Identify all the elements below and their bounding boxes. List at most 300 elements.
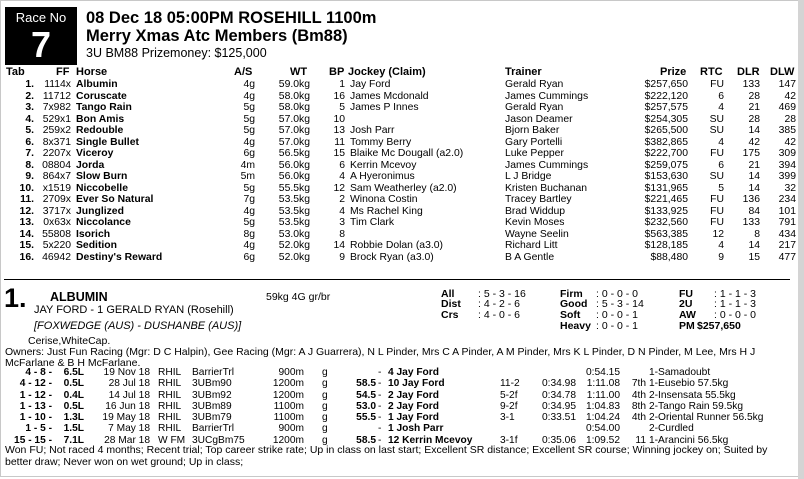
race-time: 1:04.24 [586,412,620,424]
col-trainer: Trainer [505,66,542,78]
settled: 8th [631,400,646,412]
race-date: 14 Jul 18 [108,389,150,401]
weight: 52.0kg [278,240,310,251]
barrier: 16 [333,90,345,102]
tab-number: 16. [19,251,34,263]
race-class-prize: 3U BM88 Prizemoney: $125,000 [86,46,267,60]
barrier: 14 [333,240,345,251]
dlr: 21 [748,159,760,171]
form-figures: 1114x [44,79,71,90]
stat-value: : 1 - 1 - 3 [714,288,757,300]
race-label: Race No [15,10,67,25]
sep: - [378,389,382,401]
winner: 1-Samadoubt [649,367,711,378]
track-condition: g [322,400,328,412]
prize: $133,925 [644,205,688,217]
prize: $382,865 [644,136,688,148]
prize: $131,965 [644,182,688,194]
tab-number: 13. [19,217,34,228]
jockey: Kerrin Mcevoy [350,159,417,171]
barrier: 3 [339,217,345,228]
col-dlw: DLW [770,66,795,78]
weight-carried: 58.5 [356,378,376,390]
weight: 57.0kg [278,125,310,136]
tab-number: 5. [25,125,34,136]
margin: 0.4L [63,389,84,401]
race-number: 7 [30,24,52,65]
horse-name: Viceroy [76,148,114,159]
tab-number: 11. [20,194,34,205]
stat-label: Heavy [560,320,591,332]
barrier: 8 [339,228,345,240]
form-line [0,401,800,412]
race-date: 16 Jun 18 [105,400,150,412]
form-lines [0,367,800,446]
settled: 7th [631,378,646,390]
dlw: 217 [778,240,796,251]
table-row [0,183,800,195]
finish-position: 1 - 13 - [19,400,52,412]
stat-label: AW [679,309,696,321]
sep: - [378,412,382,424]
prize: $257,650 [644,79,688,90]
table-row [0,229,800,241]
track-condition: g [322,434,328,446]
dlr: 14 [748,171,760,182]
tab-number: 3. [25,102,34,113]
dlw: 42 [784,136,796,148]
tab-number: 12. [19,205,34,217]
trainer: Kristen Buchanan [505,182,588,194]
dlw: 309 [778,148,796,159]
race-class: 3UBm90 [192,378,232,390]
age-sex: 4g [243,90,255,102]
trainer: James Cummings [505,90,589,102]
form-figures: 08804 [42,159,71,171]
dlr: 133 [742,79,760,90]
horse-name: Ever So Natural [76,194,154,205]
rtc: SU [709,125,724,136]
weight-carried: 58.5 [356,434,376,446]
table-row [0,125,800,137]
dlw: 385 [778,125,796,136]
age-sex: 6g [243,148,255,159]
barrier: 4 [339,171,345,182]
form-figures: 46942 [42,251,71,263]
weight-carried: 55.5 [356,412,376,424]
col-jockey: Jockey (Claim) [348,66,426,78]
barrier: 12 [333,182,345,194]
rtc: 4 [718,136,724,148]
rtc: 6 [718,159,724,171]
rtc: 4 [718,102,724,113]
age-sex: 7g [243,194,255,205]
jockey: Ms Rachel King [350,205,423,217]
table-row [0,79,800,91]
col-prize: Prize [660,66,687,78]
dlw: 101 [778,205,796,217]
trainer: Jason Deamer [505,113,573,125]
form-figures: x1519 [42,182,71,194]
tab-number: 1. [25,79,34,90]
track-condition: g [322,389,328,401]
rtc: FU [710,148,724,159]
dlr: 8 [754,228,760,240]
stat-label: Firm [560,288,583,300]
table-row [0,171,800,183]
horse-name: Coruscate [76,90,127,102]
age-sex: 4m [240,159,255,171]
jockey: Tommy Berry [350,136,412,148]
col-as: A/S [234,66,253,78]
age-sex: 4g [243,205,255,217]
race-class: BarrierTrl [192,423,235,435]
barrier: 6 [339,159,345,171]
settled: 11 [635,434,646,446]
trainer: Gerald Ryan [505,79,564,90]
trainer: Kevin Moses [505,217,565,228]
stat-label: All [441,288,455,300]
barrier-jockey: 2 Jay Ford [388,400,439,412]
finish-position: 1 - 12 - [19,389,52,401]
track: W FM [158,434,186,446]
table-row [0,114,800,126]
dlr: 21 [748,102,760,113]
dlr: 28 [748,90,760,102]
weight-carried: 54.5 [356,389,376,401]
barrier: 11 [334,136,345,148]
barrier: 13 [333,125,345,136]
winner: 1-Eusebio 57.5kg [649,378,729,390]
finish-position: 15 - 15 - [14,434,52,446]
race-time: 0:54.00 [586,423,620,435]
prize: $265,500 [644,125,688,136]
age-sex: 8g [243,228,255,240]
stat-value: : 4 - 0 - 6 [478,309,521,321]
race-time: 0:54.15 [586,367,620,378]
col-bp: BP [329,66,345,78]
weight-carried: 53.0 [356,400,376,412]
race-time: 1:04.83 [586,400,620,412]
age-sex: 5g [243,102,255,113]
form-figures: 2207x [42,148,71,159]
rtc: FU [710,194,724,205]
trainer: Luke Pepper [505,148,564,159]
margin: 1.3L [63,412,84,424]
prize: $88,480 [650,251,688,263]
rtc: FU [710,217,724,228]
barrier: 5 [339,102,345,113]
prize: $153,630 [644,171,688,182]
track-condition: g [322,378,328,390]
trainer: Gary Portelli [505,136,563,148]
race-date: 28 Mar 18 [104,434,150,446]
horse-name: Niccolance [76,217,131,228]
weight: 58.0kg [278,90,310,102]
horse-name: Jorda [76,159,105,171]
price: 3-1f [500,434,518,446]
horse-name: Bon Amis [76,113,125,125]
jockey-trainer: JAY FORD - 1 GERALD RYAN (Rosehill) [34,304,234,316]
age-sex: 5g [243,113,255,125]
jockey: Robbie Dolan (a3.0) [350,240,443,251]
field-table-body [0,79,800,263]
barrier-jockey: 1 Josh Parr [388,423,444,435]
weight: 56.5kg [278,148,310,159]
winner: 1-Arancini 56.5kg [649,434,729,446]
table-row [0,148,800,160]
comment: Won FU; Not raced 4 months; Recent trial; Top career strike rate; Up in class on last start; Excellent SR distance; Excellent SR course; Winning jockey on; Suited by better draw; Never won on wet ground; Up in class; [5,444,768,468]
prize: $232,560 [644,217,688,228]
stat-label: FU [679,288,693,300]
track: RHIL [158,423,182,435]
stat-value: : 4 - 2 - 6 [478,298,521,310]
barrier-jockey: 4 Jay Ford [388,367,439,378]
dlw: 399 [778,171,796,182]
table-row [0,102,800,114]
prize: $221,465 [644,194,688,205]
stat-label: Crs [441,309,459,321]
horse-name: Destiny's Reward [76,251,163,263]
dlr: 175 [742,148,760,159]
dlr: 14 [748,125,760,136]
jockey: A Hyeronimus [350,171,415,182]
form-figures: 529x1 [42,113,71,125]
distance: 1200m [272,378,304,390]
form-figures: 3717x [42,205,71,217]
trainer: James Cummings [505,159,589,171]
table-row [0,160,800,172]
rtc: 12 [712,228,724,240]
dlw: 234 [778,194,796,205]
stat-label: Soft [560,309,581,321]
jockey: Sam Weatherley (a2.0) [350,182,457,194]
track: RHIL [158,367,182,378]
track: RHIL [158,389,182,401]
barrier: 9 [339,251,345,263]
col-rtc: RTC [700,66,723,78]
tab-number: 15. [19,240,34,251]
distance: 900m [278,367,304,378]
col-dlr: DLR [737,66,760,78]
race-date: 28 Jul 18 [108,378,150,390]
table-row [0,137,800,149]
price: 9-2f [500,400,518,412]
stat-label: Dist [441,298,461,310]
sep: - [378,378,382,390]
finish-position: 1 - 10 - [19,412,52,424]
form-line [0,378,800,389]
col-wt: WT [290,66,308,78]
jockey: Winona Costin [350,194,418,205]
age-sex: 4g [243,79,255,90]
field-table-header [0,66,800,79]
prize: $257,575 [644,102,688,113]
dlw: 32 [784,182,796,194]
rtc: 5 [718,182,724,194]
distance: 900m [278,423,304,435]
jockey: Brock Ryan (a3.0) [350,251,434,263]
stat-value: : 0 - 0 - 0 [596,288,639,300]
prize: $128,185 [644,240,688,251]
weight: 53.5kg [278,205,310,217]
jockey: Josh Parr [350,125,395,136]
margin: 6.5L [63,367,84,378]
winner: 2-Oriental Runner 56.5kg [649,412,764,424]
winner: 2-Curdled [649,423,694,435]
form-figures: 11712 [42,90,71,102]
barrier-jockey: 2 Jay Ford [388,389,439,401]
tab-number: 6. [25,136,34,148]
sep: - [378,423,382,435]
weight: 52.0kg [278,251,310,263]
form-line [0,367,800,378]
dlw: 147 [778,79,796,90]
rtc: FU [710,79,724,90]
race-name: Merry Xmas Atc Members (Bm88) [86,27,348,45]
dlw: 434 [778,228,796,240]
weight: 57.0kg [278,136,310,148]
tab-number: 14. [19,228,34,240]
rtc: SU [709,171,724,182]
margin: 0.5L [63,400,84,412]
distance: 1200m [272,434,304,446]
col-horse: Horse [76,66,108,78]
trainer: B A Gentle [505,251,555,263]
form-figures: 259x2 [42,125,71,136]
race-class: 3UCgBm75 [192,434,245,446]
weight: 55.5kg [278,182,310,194]
barrier: 1 [339,79,345,90]
form-figures: 55808 [42,228,71,240]
barrier: 4 [339,205,345,217]
tab-number: 8. [25,159,34,171]
race-class: 3UBm92 [192,389,232,401]
track: RHIL [158,378,182,390]
table-row [0,240,800,252]
distance: 1100m [273,412,304,424]
sectional: 0:35.06 [542,434,576,446]
table-row [0,252,800,264]
horse-name: Sedition [76,240,117,251]
dlr: 14 [748,182,760,194]
stat-value: : 5 - 3 - 16 [478,288,526,300]
form-figures: 8x371 [42,136,71,148]
age-sex: 5g [243,125,255,136]
weight: 59.0kg [278,79,310,90]
rtc: 4 [718,240,724,251]
trainer: Gerald Ryan [505,102,564,113]
dlr: 133 [742,217,760,228]
track: RHIL [158,400,182,412]
age-sex: 4g [243,240,255,251]
tab-number: 7. [25,148,34,159]
form-figures: 5x220 [42,240,71,251]
table-row [0,206,800,218]
trainer: Wayne Seelin [505,228,569,240]
price: 11-2 [500,378,520,390]
prize: $259,075 [644,159,688,171]
track-condition: g [322,412,328,424]
tab-number: 9. [25,171,34,182]
finish-position: 4 - 8 - [25,367,52,378]
table-row [0,194,800,206]
stat-value: : 0 - 0 - 0 [714,309,757,321]
horse-name: Junglized [76,205,124,217]
dlw: 42 [784,90,796,102]
sep: - [378,367,382,378]
owners: Owners: Just Fun Racing (Mgr: D C Halpin), Gee Racing (Mgr: A J Guarrera), N L Pinder, Mrs C A Pinder, A M Pinder, Mrs K L Pinder, D N Pinder, M Lee, Mrs H J McFarlane & B H McFarlane. [5,346,756,369]
race-date: 7 May 18 [108,423,150,435]
sectional: 0:34.78 [542,389,576,401]
col-ff: FF [56,66,70,78]
age-sex: 6g [243,251,255,263]
dlw: 28 [784,113,796,125]
horse-name: Single Bullet [76,136,139,148]
race-time: 1:11.08 [586,378,620,390]
trainer: Richard Litt [505,240,558,251]
prize: $222,700 [644,148,688,159]
margin: 1.5L [63,423,84,435]
barrier-jockey: 1 Jay Ford [388,412,439,424]
jockey: James P Innes [350,102,419,113]
price: 3-1 [500,412,515,424]
racing-colours: Cerise,WhiteCap. [28,335,111,347]
trainer: Tracey Bartley [505,194,572,205]
horse-name: Redouble [76,125,124,136]
weight: 56.0kg [278,159,310,171]
col-tab: Tab [6,66,25,78]
winner: 2-Tango Rain 59.5kg [649,400,744,412]
barrier: 2 [339,194,345,205]
track: RHIL [158,412,182,424]
barrier-jockey: 12 Kerrin Mcevoy [388,434,473,446]
prize: $222,120 [644,90,688,102]
weight: 56.0kg [278,171,310,182]
jockey: Tim Clark [350,217,395,228]
race-class: 3UBm89 [192,400,232,412]
barrier: 10 [333,113,345,125]
table-row [0,217,800,229]
dlr: 15 [748,251,760,263]
tab-number: 2. [25,90,34,102]
breeding: [FOXWEDGE (AUS) - DUSHANBE (AUS)] [34,320,242,332]
form-figures: 2709x [42,194,71,205]
dlr: 136 [742,194,760,205]
sep: - [378,400,382,412]
age-sex: 5g [243,182,255,194]
finish-position: 1 - 5 - [25,423,52,435]
margin: 0.5L [63,378,84,390]
form-figures: 7x982 [42,102,71,113]
dlw: 477 [778,251,796,263]
age-sex: 4g [243,136,255,148]
settled: 4th [631,389,646,401]
dlw: 394 [778,159,796,171]
form-figures: 864x7 [42,171,71,182]
weight: 58.0kg [278,102,310,113]
prize: $563,385 [644,228,688,240]
race-time: 1:11.00 [586,389,620,401]
stat-value: : 1 - 1 - 3 [714,298,757,310]
dlw: 469 [778,102,796,113]
weight-age: 59kg 4G gr/br [266,291,331,303]
weight: 53.0kg [278,228,310,240]
race-date: 19 Nov 18 [103,367,150,378]
jockey: James Mcdonald [350,90,429,102]
selected-tab-number: 1. [4,283,27,313]
track-condition: g [322,423,328,435]
